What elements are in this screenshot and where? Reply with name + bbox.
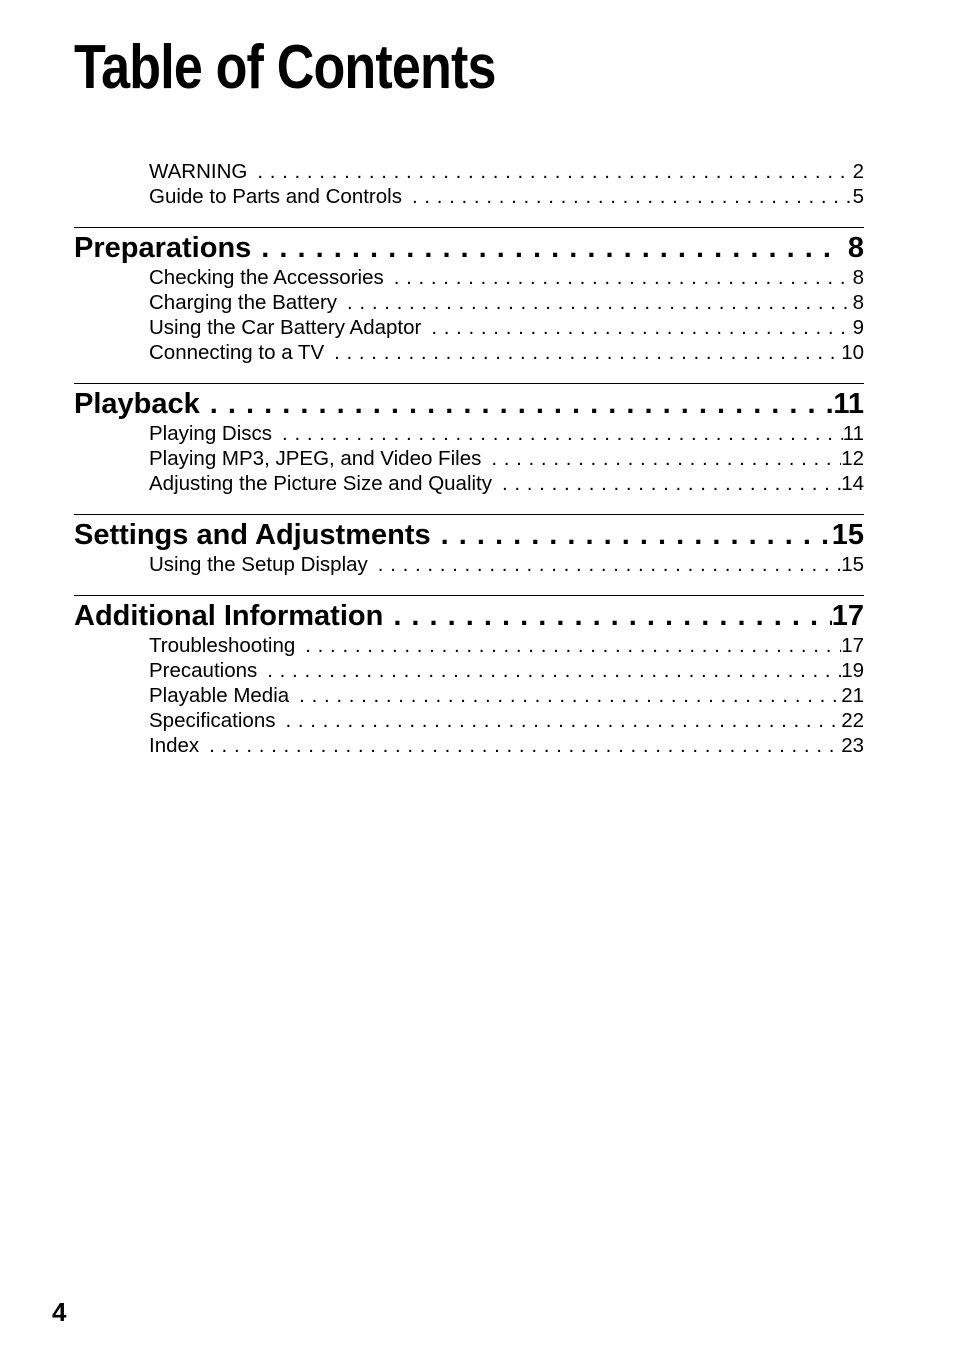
- toc-entry-guide-to-parts[interactable]: [74, 184, 864, 209]
- toc-entry[interactable]: [74, 733, 864, 758]
- dot-leader: [272, 421, 843, 446]
- toc-entry[interactable]: [74, 340, 864, 365]
- dot-leader: [337, 290, 853, 315]
- toc-section-playback: [74, 383, 864, 496]
- dot-leader: [431, 518, 832, 552]
- dot-leader: [289, 683, 841, 708]
- dot-leader: [383, 599, 831, 633]
- section-heading-page: 17: [831, 600, 864, 632]
- toc-entry-label: Specifications: [149, 709, 276, 732]
- dot-leader: [368, 552, 841, 577]
- toc-entry-page: 12: [841, 447, 864, 470]
- toc-entry[interactable]: [74, 446, 864, 471]
- section-heading-label: Additional Information: [74, 600, 384, 632]
- section-heading-label: Preparations: [74, 232, 252, 264]
- toc-entry[interactable]: [74, 421, 864, 446]
- toc-entry-page: 14: [841, 472, 864, 495]
- toc-entry[interactable]: [74, 315, 864, 340]
- toc-section-preparations: [74, 227, 864, 365]
- page-number: 4: [52, 1297, 67, 1327]
- toc-entry-page: 5: [852, 185, 864, 208]
- dot-leader: [275, 708, 841, 733]
- toc-entry-label: Adjusting the Picture Size and Quality: [149, 472, 492, 495]
- toc-entry-label: Playing Discs: [149, 422, 273, 445]
- section-heading-label: Settings and Adjustments: [74, 519, 431, 551]
- dot-leader: [421, 315, 852, 340]
- toc-entry-warning[interactable]: [74, 159, 864, 184]
- toc-entry-page: 21: [841, 684, 864, 707]
- toc-entry[interactable]: [74, 708, 864, 733]
- toc-entry[interactable]: [74, 683, 864, 708]
- toc-entry-page: 8: [852, 266, 864, 289]
- toc-entry-page: 2: [852, 160, 864, 183]
- toc-entry-page: 10: [841, 341, 864, 364]
- toc-entry[interactable]: [74, 552, 864, 577]
- dot-leader: [402, 184, 853, 209]
- toc-entry-label: Playable Media: [149, 684, 290, 707]
- toc-section-heading[interactable]: [74, 231, 864, 265]
- toc-entry-page: 23: [841, 734, 864, 757]
- toc-entry-label: Playing MP3, JPEG, and Video Files: [149, 447, 482, 470]
- dot-leader: [324, 340, 841, 365]
- section-heading-label: Playback: [74, 388, 200, 420]
- page-title: Table of Contents: [74, 33, 496, 102]
- section-heading-page: 15: [831, 519, 864, 551]
- toc-entry[interactable]: [74, 265, 864, 290]
- toc-entry-label: Using the Car Battery Adaptor: [149, 316, 422, 339]
- dot-leader: [200, 387, 834, 421]
- toc-section-settings: [74, 514, 864, 577]
- toc-entry-label: Index: [149, 734, 200, 757]
- toc-entry-label: Using the Setup Display: [149, 553, 368, 576]
- toc-entry-page: 19: [841, 659, 864, 682]
- table-of-contents: [74, 159, 864, 758]
- toc-section-heading[interactable]: [74, 599, 864, 633]
- toc-entry[interactable]: [74, 633, 864, 658]
- toc-entry-label: Troubleshooting: [149, 634, 296, 657]
- toc-entry-page: 15: [841, 553, 864, 576]
- toc-entry-label: Precautions: [149, 659, 258, 682]
- toc-section-heading[interactable]: [74, 518, 864, 552]
- toc-intro-group: [74, 159, 864, 209]
- toc-entry-label: WARNING: [149, 160, 248, 183]
- toc-entry-page: 11: [842, 422, 864, 445]
- toc-entry-label: Guide to Parts and Controls: [149, 185, 402, 208]
- section-heading-page: 11: [833, 388, 864, 420]
- dot-leader: [199, 733, 841, 758]
- dot-leader: [295, 633, 841, 658]
- dot-leader: [257, 658, 841, 683]
- toc-section-heading[interactable]: [74, 387, 864, 421]
- toc-entry-label: Connecting to a TV: [149, 341, 325, 364]
- toc-entry[interactable]: [74, 290, 864, 315]
- dot-leader: [481, 446, 841, 471]
- toc-section-additional-information: [74, 595, 864, 758]
- dot-leader: [251, 231, 840, 265]
- dot-leader: [492, 471, 841, 496]
- toc-entry-page: 9: [852, 316, 864, 339]
- dot-leader: [384, 265, 853, 290]
- toc-entry-page: 17: [841, 634, 864, 657]
- toc-entry[interactable]: [74, 471, 864, 496]
- section-heading-page: 8: [847, 232, 864, 264]
- toc-entry-page: 8: [852, 291, 864, 314]
- toc-entry-page: 22: [841, 709, 864, 732]
- toc-entry-label: Checking the Accessories: [149, 266, 384, 289]
- toc-entry[interactable]: [74, 658, 864, 683]
- toc-entry-label: Charging the Battery: [149, 291, 338, 314]
- dot-leader: [247, 159, 852, 184]
